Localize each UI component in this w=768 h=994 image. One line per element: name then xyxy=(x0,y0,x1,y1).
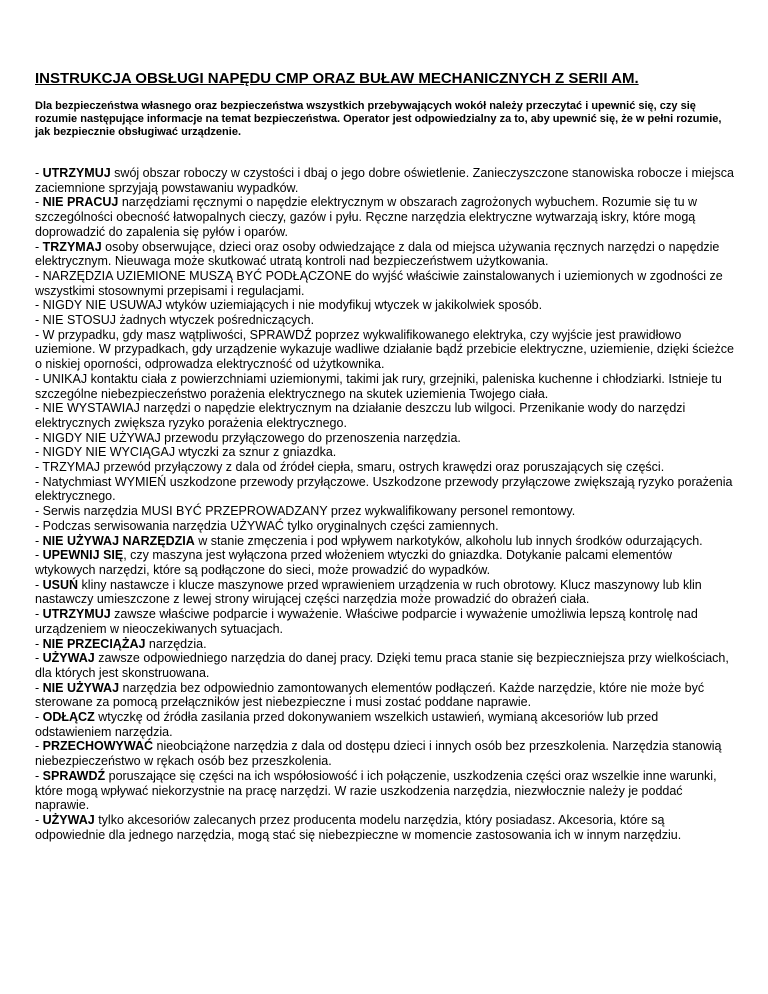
rule-text: osoby obserwujące, dzieci oraz osoby odwiedzające z dala od miejsca używania ręcznych narzędzi o napędzie elektrycznym. Nieuwaga może skutkować utratą kontroli nad bezpieczeństwem użytkowania. xyxy=(35,239,720,269)
rule-text: NIGDY NIE UŻYWAJ przewodu przyłączowego do przenoszenia narzędzia. xyxy=(42,430,461,445)
safety-rule: - UŻYWAJ zawsze odpowiedniego narzędzia do danej pracy. Dzięki temu praca stanie się bezpieczniejsza przy wielkościach, dla których jest skonstruowana. xyxy=(35,651,729,680)
rule-keyword: UTRZYMUJ xyxy=(42,607,111,622)
safety-rules-list xyxy=(35,166,735,842)
safety-rule: - NARZĘDZIA UZIEMIONE MUSZĄ BYĆ PODŁĄCZONE do wyjść właściwie zainstalowanych i uziemionych w zgodności ze wszystkimi stosownymi przepisami i regulacjami. xyxy=(35,268,723,298)
rule-text: wtyczkę od źródła zasilania przed dokonywaniem wszelkich ustawień, wymianą akcesoriów lub przed odstawieniem narzędzia. xyxy=(35,710,659,739)
safety-rule: - NIGDY NIE UŻYWAJ przewodu przyłączowego do przenoszenia narzędzia. xyxy=(35,430,461,445)
safety-rule: - ODŁĄCZ wtyczkę od źródła zasilania przed dokonywaniem wszelkich ustawień, wymianą akcesoriów lub przed odstawieniem narzędzia. xyxy=(35,710,659,739)
safety-rule: - UŻYWAJ tylko akcesoriów zalecanych przez producenta modelu narzędzia, który posiadasz. Akcesoria, które są odpowiednie dla jednego narzędzia, mogą stać się niebezpieczne w momencie zastosowania ich w innym narzędziu. xyxy=(35,812,682,842)
safety-rule: - Natychmiast WYMIEŃ uszkodzone przewody przyłączowe. Uszkodzone przewody przyłączowe zwiększają ryzyko porażenia elektrycznego. xyxy=(35,474,733,504)
document-title: INSTRUKCJA OBSŁUGI NAPĘDU CMP ORAZ BUŁAW MECHANICZNYCH Z SERII AM. xyxy=(35,70,639,87)
safety-rule: - NIE UŻYWAJ narzędzia bez odpowiednio zamontowanych elementów podłączeń. Każde narzędzie, które nie może być sterowane za pomocą przełączników jest niebezpieczne i musi zostać poddane naprawie. xyxy=(35,680,705,710)
rule-text: , czy maszyna jest wyłączona przed włożeniem wtyczki do gniazdka. Dotykanie palcami elementów wtykowych narzędzi, które są podłączone do sieci, może prowadzić do wypadków. xyxy=(35,548,673,577)
rule-keyword: SPRAWDŹ xyxy=(42,768,106,783)
safety-rule: - NIE PRACUJ narzędziami ręcznymi o napędzie elektrycznym w obszarach zagrożonych wybuchem. Rozumie się tu w szczególności obecność łatwopalnych cieczy, gazów i pyłu. Ręczne narzędzia elektryczne wytwarzają iskry, które mogą doprowadzić do zapalenia się pyłów i oparów. xyxy=(35,195,698,239)
rule-text: w stanie zmęczenia i pod wpływem narkotyków, alkoholu lub innych środków odurzających. xyxy=(194,533,703,548)
safety-rule: - NIE STOSUJ żadnych wtyczek pośredniczących. xyxy=(35,313,315,328)
rule-text: NIE WYSTAWIAJ narzędzi o napędzie elektrycznym na działanie deszczu lub wilgoci. Przenikanie wody do narzędzi elektrycznych zwiększa ryzyko porażenia elektrycznego. xyxy=(35,401,686,430)
safety-rule: - USUŃ kliny nastawcze i klucze maszynowe przed wprawieniem urządzenia w ruch obrotowy. Klucz maszynowy lub klin nastawczy umieszczone z lewej strony wirującej części narzędzia może prowadzić do obrażeń ciała. xyxy=(35,577,702,607)
safety-rule: - W przypadku, gdy masz wątpliwości, SPRAWDŹ poprzez wykwalifikowanego elektryka, czy wyjście jest prawidłowo uziemione. W przypadkach, gdy urządzenie wykazuje wadliwe działanie bądź przebicie elektryczne, uziemienie, dzięki ścieżce o niskiej oporności, odprowadza elektryczność od użytkownika. xyxy=(35,327,734,372)
rule-text: nieobciążone narzędzia z dala od dostępu dzieci i innych osób bez przeszkolenia. Narzędzia stanowią niebezpieczeństwo w rękach osób bez przeszkolenia. xyxy=(35,739,722,769)
rule-text: narzędziami ręcznymi o napędzie elektrycznym w obszarach zagrożonych wybuchem. Rozumie się tu w szczególności obecność łatwopalnych cieczy, gazów i pyłu. Ręczne narzędzia elektryczne wytwarzają iskry, które mogą doprowadzić do zapalenia się pyłów i oparów. xyxy=(35,195,698,239)
rule-text: poruszające się części na ich współosiowość i ich połączenie, uszkodzenia części oraz wszelkie inne warunki, które mogą wpływać niekorzystnie na pracę narzędzi. W razie uszkodzenia narzędzia, niezwłocznie należy je poddać naprawie. xyxy=(35,768,717,813)
rule-text: Serwis narzędzia MUSI BYĆ PRZEPROWADZANY przez wykwalifikowany personel remontowy. xyxy=(42,504,576,519)
safety-rule: - Serwis narzędzia MUSI BYĆ PRZEPROWADZANY przez wykwalifikowany personel remontowy. xyxy=(35,504,576,519)
safety-intro: Dla bezpieczeństwa własnego oraz bezpieczeństwa wszystkich przebywających wokół należy przeczytać i upewnić się, czy się rozumie następujące informacje na temat bezpieczeństwa. Operator jest odpowiedzialny za to, aby upewnić się, że w pełni rozumie, jak bezpiecznie obsługiwać urządzenie. xyxy=(35,100,722,139)
rule-keyword: UŻYWAJ xyxy=(42,812,95,827)
rule-keyword: ODŁĄCZ xyxy=(42,710,95,725)
rule-text: Natychmiast WYMIEŃ uszkodzone przewody przyłączowe. Uszkodzone przewody przyłączowe zwiększają ryzyko porażenia elektrycznego. xyxy=(35,474,733,504)
rule-text: NIGDY NIE WYCIĄGAJ wtyczki za sznur z gniazdka. xyxy=(42,445,337,460)
rule-keyword: NIE PRACUJ xyxy=(42,195,119,210)
safety-rule: - UNIKAJ kontaktu ciała z powierzchniami uziemionymi, takimi jak rury, grzejniki, paleniska kuchenne i chłodziarki. Istnieje tu szczególne niebezpieczeństwo porażenia elektrycznego na skutek uziemienia Twojego ciała. xyxy=(35,371,722,401)
rule-text: narzędzia. xyxy=(145,636,207,651)
rule-keyword: NIE PRZECIĄŻAJ xyxy=(42,636,146,651)
rule-keyword: USUŃ xyxy=(42,577,79,592)
safety-rule: - Podczas serwisowania narzędzia UŻYWAĆ tylko oryginalnych części zamiennych. xyxy=(35,518,499,533)
safety-rule: - TRZYMAJ osoby obserwujące, dzieci oraz osoby odwiedzające z dala od miejsca używania ręcznych narzędzi o napędzie elektrycznym. Nieuwaga może skutkować utratą kontroli nad bezpieczeństwem użytkowania. xyxy=(35,239,720,269)
safety-rule: - NIGDY NIE WYCIĄGAJ wtyczki za sznur z gniazdka. xyxy=(35,445,337,460)
safety-rule: - UPEWNIJ SIĘ, czy maszyna jest wyłączona przed włożeniem wtyczki do gniazdka. Dotykanie palcami elementów wtykowych narzędzi, które są podłączone do sieci, może prowadzić do wypadków. xyxy=(35,548,673,577)
rule-text: W przypadku, gdy masz wątpliwości, SPRAWDŹ poprzez wykwalifikowanego elektryka, czy wyjście jest prawidłowo uziemione. W przypadkach, gdy urządzenie wykazuje wadliwe działanie bądź przebicie elektryczne, uziemienie, dzięki ścieżce o niskiej oporności, odprowadza elektryczność od użytkownika. xyxy=(35,327,734,372)
rule-text: tylko akcesoriów zalecanych przez producenta modelu narzędzia, który posiadasz. Akcesoria, które są odpowiednie dla jednego narzędzia, mogą stać się niebezpieczne w momencie zastosowania ich w innym narzędziu. xyxy=(35,812,682,842)
safety-rule: - TRZYMAJ przewód przyłączowy z dala od źródeł ciepła, smaru, ostrych krawędzi oraz poruszających się części. xyxy=(35,460,665,475)
safety-rule: - NIE UŻYWAJ NARZĘDZIA w stanie zmęczenia i pod wpływem narkotyków, alkoholu lub innych środków odurzających. xyxy=(35,533,703,548)
safety-rule: - NIGDY NIE USUWAJ wtyków uziemiających i nie modyfikuj wtyczek w jakikolwiek sposób. xyxy=(35,298,543,313)
rule-text: narzędzia bez odpowiednio zamontowanych elementów podłączeń. Każde narzędzie, które nie może być sterowane za pomocą przełączników jest niebezpieczne i musi zostać poddane naprawie. xyxy=(35,680,705,710)
safety-rule: - UTRZYMUJ swój obszar roboczy w czystości i dbaj o jego dobre oświetlenie. Zanieczyszczone stanowiska robocze i miejsca zaciemnione sprzyjają powstawaniu wypadków. xyxy=(35,166,734,195)
rule-text: zawsze właściwe podparcie i wyważenie. Właściwe podparcie i wyważenie umożliwia lepszą kontrolę nad urządzeniem w nieoczekiwanych sytuacjach. xyxy=(35,607,698,636)
rule-text: NIE STOSUJ żadnych wtyczek pośredniczących. xyxy=(42,313,315,328)
safety-rule: - UTRZYMUJ zawsze właściwe podparcie i wyważenie. Właściwe podparcie i wyważenie umożliwia lepszą kontrolę nad urządzeniem w nieoczekiwanych sytuacjach. xyxy=(35,607,698,636)
rule-keyword: UTRZYMUJ xyxy=(42,166,111,180)
rule-text: Podczas serwisowania narzędzia UŻYWAĆ tylko oryginalnych części zamiennych. xyxy=(42,518,499,533)
rule-text: UNIKAJ kontaktu ciała z powierzchniami uziemionymi, takimi jak rury, grzejniki, paleniska kuchenne i chłodziarki. Istnieje tu szczególne niebezpieczeństwo porażenia elektrycznego na skutek uziemienia Twojego ciała. xyxy=(35,371,722,401)
rule-keyword: UPEWNIJ SIĘ xyxy=(42,548,124,563)
rule-text: NARZĘDZIA UZIEMIONE MUSZĄ BYĆ PODŁĄCZONE do wyjść właściwie zainstalowanych i uziemionych w zgodności ze wszystkimi stosownymi przepisami i regulacjami. xyxy=(35,268,723,298)
rule-keyword: PRZECHOWYWAĆ xyxy=(42,739,154,754)
rule-text: kliny nastawcze i klucze maszynowe przed wprawieniem urządzenia w ruch obrotowy. Klucz maszynowy lub klin nastawczy umieszczone z lewej strony wirującej części narzędzia może prowadzić do obrażeń ciała. xyxy=(35,577,702,607)
safety-rule: - NIE PRZECIĄŻAJ narzędzia. xyxy=(35,636,207,651)
rule-text: swój obszar roboczy w czystości i dbaj o jego dobre oświetlenie. Zanieczyszczone stanowiska robocze i miejsca zaciemnione sprzyjają powstawaniu wypadków. xyxy=(35,166,734,195)
rule-keyword: TRZYMAJ xyxy=(42,239,102,254)
rule-keyword: NIE UŻYWAJ NARZĘDZIA xyxy=(42,533,195,548)
rule-text: NIGDY NIE USUWAJ wtyków uziemiających i nie modyfikuj wtyczek w jakikolwiek sposób. xyxy=(42,298,543,313)
safety-rule: - NIE WYSTAWIAJ narzędzi o napędzie elektrycznym na działanie deszczu lub wilgoci. Przenikanie wody do narzędzi elektrycznych zwiększa ryzyko porażenia elektrycznego. xyxy=(35,401,686,430)
rule-keyword: NIE UŻYWAJ xyxy=(42,680,120,695)
rule-text: zawsze odpowiedniego narzędzia do danej pracy. Dzięki temu praca stanie się bezpieczniejsza przy wielkościach, dla których jest skonstruowana. xyxy=(35,651,729,680)
rule-keyword: UŻYWAJ xyxy=(42,651,95,666)
safety-rule: - PRZECHOWYWAĆ nieobciążone narzędzia z dala od dostępu dzieci i innych osób bez przeszkolenia. Narzędzia stanowią niebezpieczeństwo w rękach osób bez przeszkolenia. xyxy=(35,739,722,769)
safety-rule: - SPRAWDŹ poruszające się części na ich współosiowość i ich połączenie, uszkodzenia części oraz wszelkie inne warunki, które mogą wpływać niekorzystnie na pracę narzędzi. W razie uszkodzenia narzędzia, niezwłocznie należy je poddać naprawie. xyxy=(35,768,717,813)
rule-text: TRZYMAJ przewód przyłączowy z dala od źródeł ciepła, smaru, ostrych krawędzi oraz poruszających się części. xyxy=(42,460,665,475)
